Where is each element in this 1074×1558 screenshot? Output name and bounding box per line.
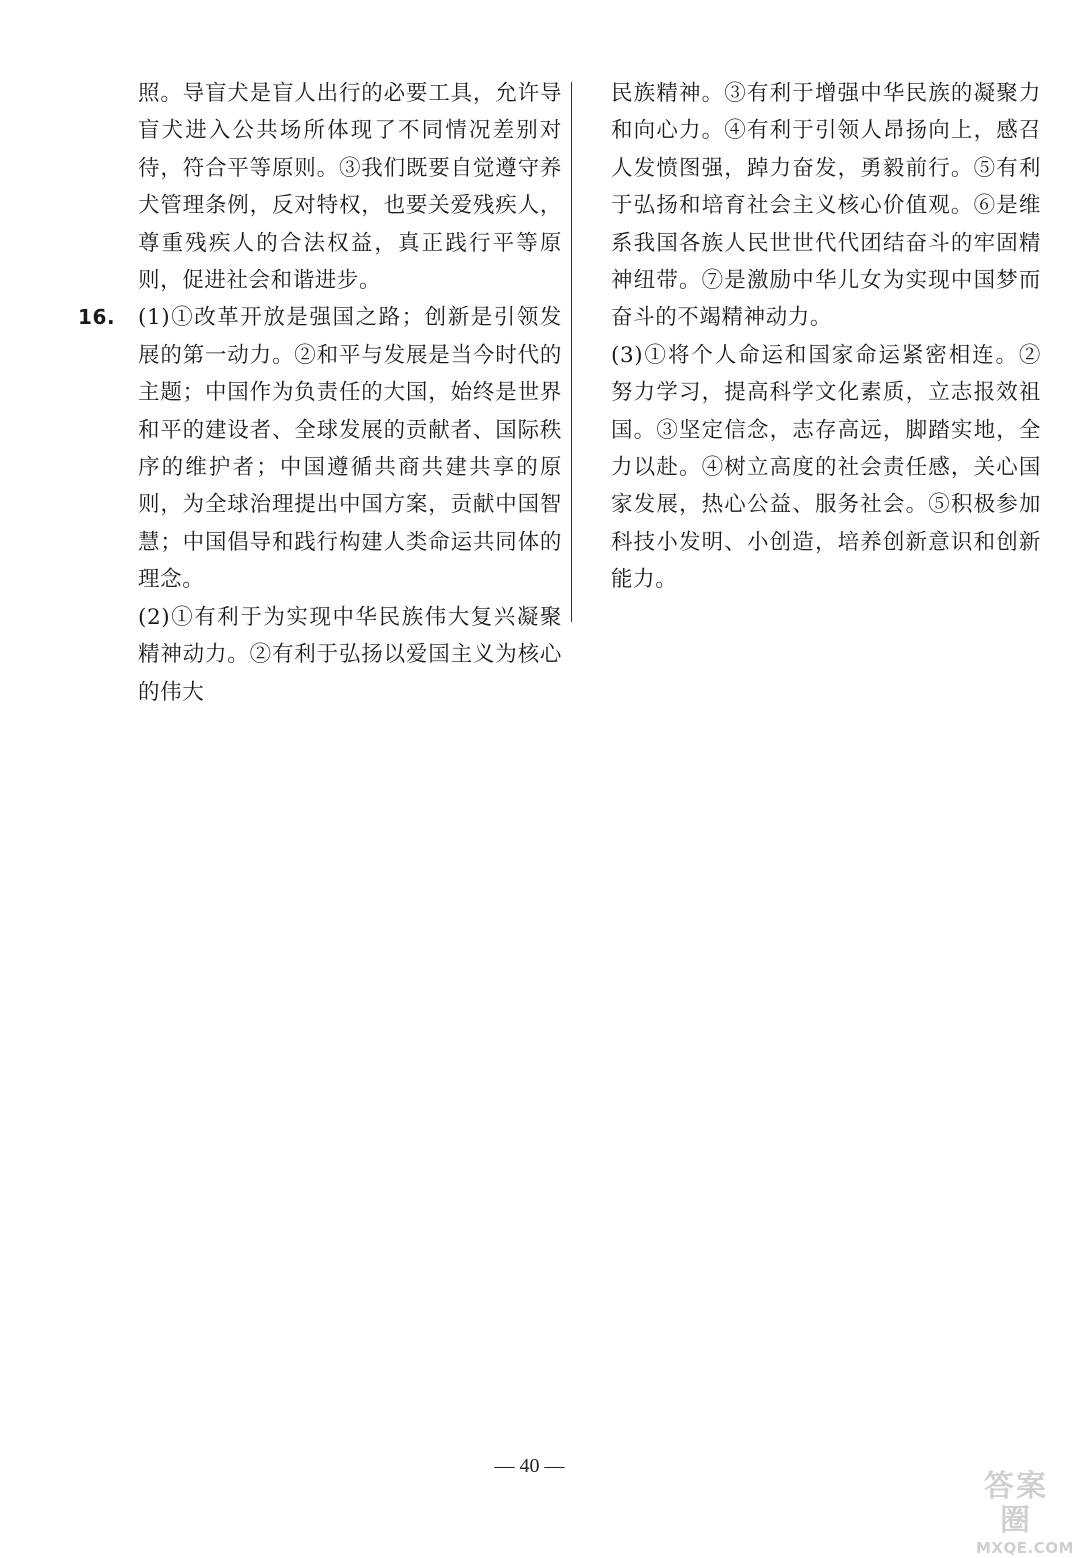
page-number: — 40 — [494, 1455, 565, 1477]
q15-answer-continuation: 照。导盲犬是盲人出行的必要工具，允许导盲犬进入公共场所体现了不同情况差别对待，符合平等原则。③我们既要自觉遵守养犬管理条例，反对特权，也要关爱残疾人，尊重残疾人的合法权益，真正践行平等原则，促进社会和谐进步。 [138, 81, 562, 294]
q16-part-2-continuation: 民族精神。③有利于增强中华民族的凝聚力和向心力。④有利于引领人昂扬向上，感召人发愤图强，踔力奋发，勇毅前行。⑤有利于弘扬和培育社会主义核心价值观。⑥是维系我国各族人民世世代代团结奋斗的牢固精神纽带。⑦是激励中华儿女为实现中国梦而奋斗的不竭精神动力。 [611, 81, 1041, 331]
q16-part-2-start: (2)①有利于为实现中华民族伟大复兴凝聚精神动力。②有利于弘扬以爱国主义为核心的伟大 [138, 604, 562, 705]
right-column [611, 75, 1041, 599]
q16-part-1: (1)①改革开放是强国之路；创新是引领发展的第一动力。②和平与发展是当今时代的主题；中国作为负责任的大国，始终是世界和平的建设者、全球发展的贡献者、国际秩序的维护者；中国遵循共商共建共享的原则，为全球治理提出中国方案，贡献中国智慧；中国倡导和践行构建人类命运共同体的理念。 [138, 305, 562, 593]
question-number: 16. [78, 305, 116, 330]
left-column [78, 75, 562, 711]
column-divider [571, 82, 572, 622]
question-16 [78, 299, 562, 598]
watermark-text: 答案圈 [984, 1469, 1048, 1538]
watermark-url: MXQE.COM [976, 1539, 1074, 1557]
q16-part-3: (3)①将个人命运和国家命运紧密相连。②努力学习，提高科学文化素质，立志报效祖国。③坚定信念，志存高远，脚踏实地，全力以赴。④树立高度的社会责任感，关心国家发展，热心公益、服务社会。⑤积极参加科技小发明、小创造，培养创新意识和创新能力。 [611, 342, 1041, 593]
watermark-logo [976, 1469, 1074, 1557]
